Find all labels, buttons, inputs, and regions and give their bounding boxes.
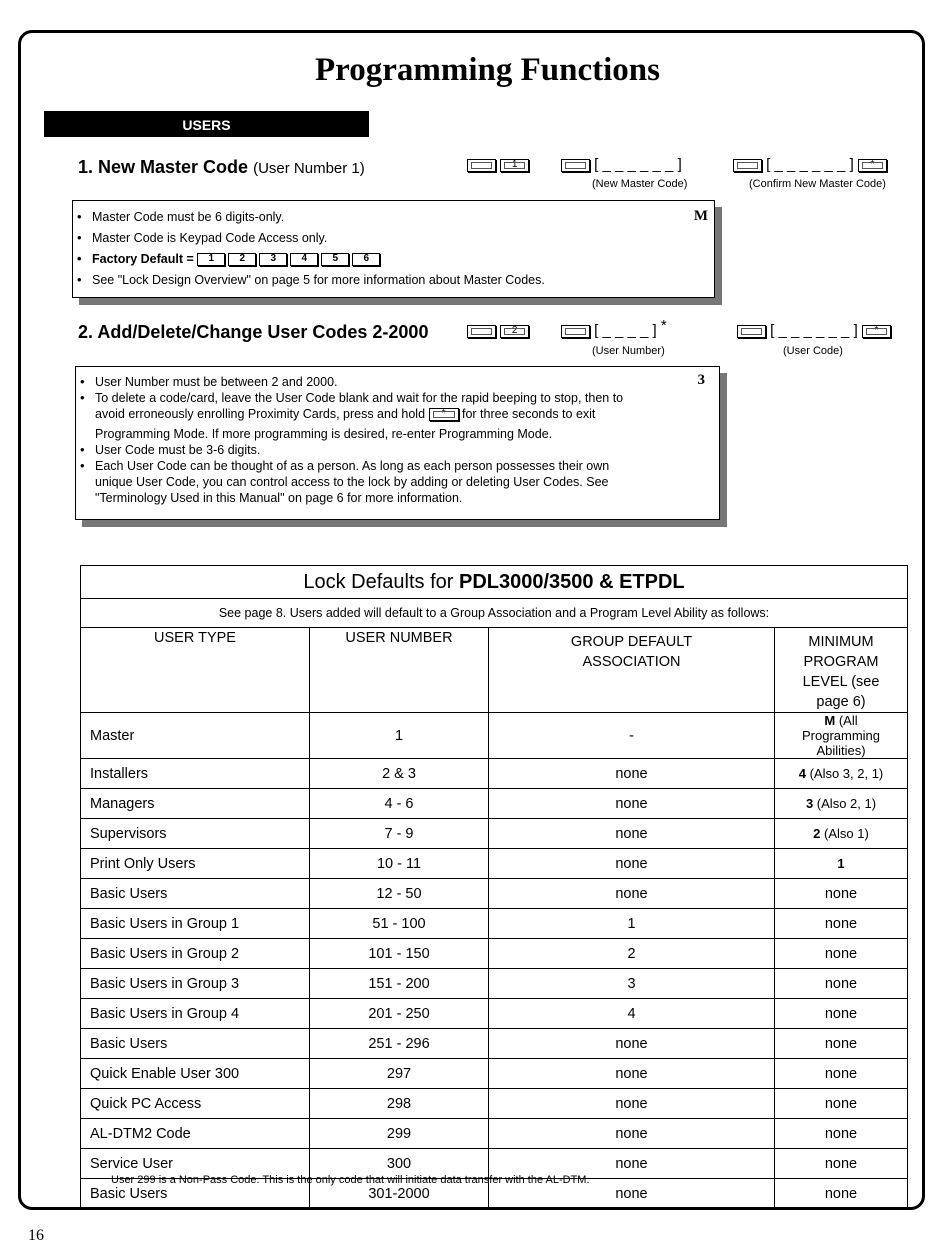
program-level-value: 1 <box>837 856 845 871</box>
delete-instruction-text-3: Programming Mode. If more programming is desired, re-enter Programming Mode. <box>95 427 553 441</box>
table-row <box>81 759 908 789</box>
section-2-key-sequence-b <box>561 317 667 339</box>
program-level-note: (Also 1) <box>820 826 869 841</box>
list-item: • Each User Code can be thought of as a person. As long as each person possesses their own unique User Code, you can control access to the lock by adding or deleting User Codes. See "Terminology Used in this Manual" on page 6 for more information. <box>76 458 649 506</box>
program-key-icon <box>467 325 496 338</box>
digit-key: 1 <box>500 159 529 172</box>
program-key-icon <box>561 159 590 172</box>
page-title: Programming Functions <box>315 52 660 88</box>
program-level-value: 2 <box>813 826 821 841</box>
section-1-key-sequence-a <box>467 156 529 173</box>
table-row <box>81 1119 908 1149</box>
program-level-cell <box>775 1059 908 1089</box>
page-number: 16 <box>28 1227 44 1244</box>
table-row <box>81 1029 908 1059</box>
confirm-master-code-caption: (Confirm New Master Code) <box>749 178 886 190</box>
user-type-cell: Quick Enable User 300 <box>81 1059 310 1089</box>
program-level-note: none <box>824 1155 858 1172</box>
program-level-note: (Also 2, 1) <box>813 796 877 811</box>
program-level-cell <box>775 939 908 969</box>
group-association-cell: none <box>489 759 775 789</box>
program-level-cell <box>775 909 908 939</box>
list-item: • Master Code must be 6 digits-only. <box>73 209 714 225</box>
program-level-value: 4 <box>798 766 806 781</box>
table-subtitle: See page 8. Users added will default to a Group Association and a Program Level Ability as follows: <box>81 599 908 628</box>
table-caption-model: PDL3000/3500 & ETPDL <box>458 570 685 593</box>
factory-key: 4 <box>290 253 318 266</box>
program-level-cell <box>775 1119 908 1149</box>
program-level-note: none <box>824 915 858 932</box>
user-number-cell: 1 <box>310 713 489 759</box>
program-level-cell <box>775 1179 908 1209</box>
user-number-cell: 251 - 296 <box>310 1029 489 1059</box>
list-item: • Master Code is Keypad Code Access only. <box>73 230 714 246</box>
column-header: USER TYPE <box>81 628 310 713</box>
group-association-cell: none <box>489 1119 775 1149</box>
program-level-note: none <box>824 945 858 962</box>
table-row <box>81 819 908 849</box>
section-2-info-box <box>75 366 720 520</box>
group-association-cell: - <box>489 713 775 759</box>
user-number-cell: 301-2000 <box>310 1179 489 1209</box>
user-type-cell: Quick PC Access <box>81 1089 310 1119</box>
factory-key: 1 <box>197 253 225 266</box>
group-association-cell: none <box>489 1179 775 1209</box>
user-type-cell: Basic Users in Group 1 <box>81 909 310 939</box>
program-level-cell <box>775 1089 908 1119</box>
program-level-note: none <box>824 885 858 902</box>
user-number-cell: 4 - 6 <box>310 789 489 819</box>
user-number-cell: 2 & 3 <box>310 759 489 789</box>
program-level-cell <box>775 789 908 819</box>
program-key-icon <box>737 325 766 338</box>
user-number-blank: [ _ _ _ _ ] <box>594 322 657 339</box>
user-number-cell: 10 - 11 <box>310 849 489 879</box>
factory-key: 3 <box>259 253 287 266</box>
group-association-cell: 1 <box>489 909 775 939</box>
program-level-note: none <box>824 1035 858 1052</box>
column-header: MINIMUM PROGRAM LEVEL (see page 6) <box>775 628 908 713</box>
table-row <box>81 969 908 999</box>
user-number-cell: 300 <box>310 1149 489 1179</box>
table-row <box>81 939 908 969</box>
user-number-cell: 299 <box>310 1119 489 1149</box>
program-level-cell <box>775 969 908 999</box>
group-association-cell: none <box>489 1149 775 1179</box>
programming-level-badge: 3 <box>697 372 705 388</box>
user-type-cell: Basic Users <box>81 1029 310 1059</box>
user-number-cell: 151 - 200 <box>310 969 489 999</box>
list-item: • User Number must be between 2 and 2000. <box>76 374 649 390</box>
program-key-icon <box>733 159 762 172</box>
new-master-code-caption: (New Master Code) <box>592 178 688 190</box>
delete-instruction-text-2: for three seconds to exit <box>462 407 596 421</box>
table-body <box>81 713 908 1209</box>
user-type-cell: Managers <box>81 789 310 819</box>
program-level-value: M <box>824 713 836 728</box>
table-row <box>81 909 908 939</box>
user-type-cell: Basic Users in Group 2 <box>81 939 310 969</box>
table-caption <box>81 566 908 599</box>
table-row <box>81 789 908 819</box>
section-1-subtitle: (User Number 1) <box>253 160 365 177</box>
list-item: • User Code must be 3-6 digits. <box>76 442 649 458</box>
user-code-blank: [ _ _ _ _ _ _ ] <box>770 322 858 339</box>
asterisk-mark: * <box>660 317 667 334</box>
column-header: USER NUMBER <box>310 628 489 713</box>
star-key: * <box>858 159 887 172</box>
user-number-cell: 297 <box>310 1059 489 1089</box>
factory-key: 2 <box>228 253 256 266</box>
group-association-cell: none <box>489 849 775 879</box>
factory-key: 6 <box>352 253 380 266</box>
section-1-key-sequence-c <box>733 156 887 173</box>
program-level-note: (All Programming Abilities) <box>801 713 881 758</box>
section-2-key-sequence-c <box>737 322 891 339</box>
user-type-cell: Basic Users <box>81 879 310 909</box>
group-association-cell: none <box>489 1029 775 1059</box>
digit-key: 2 <box>500 325 529 338</box>
user-number-cell: 12 - 50 <box>310 879 489 909</box>
program-level-cell <box>775 1149 908 1179</box>
program-level-cell <box>775 879 908 909</box>
program-level-value: 3 <box>805 796 814 811</box>
new-master-code-blank: [ _ _ _ _ _ _ ] <box>594 156 682 173</box>
group-association-cell: none <box>489 789 775 819</box>
column-header: GROUP DEFAULT ASSOCIATION <box>489 628 775 713</box>
user-type-cell: AL-DTM2 Code <box>81 1119 310 1149</box>
section-bar: USERS <box>44 111 369 137</box>
confirm-master-code-blank: [ _ _ _ _ _ _ ] <box>766 156 854 173</box>
program-level-note: none <box>824 1125 858 1142</box>
user-type-cell: Basic Users <box>81 1179 310 1209</box>
program-level-cell <box>775 759 908 789</box>
section-1-title: 1. New Master Code <box>78 157 249 177</box>
user-code-caption: (User Code) <box>783 345 843 357</box>
table-row <box>81 713 908 759</box>
program-level-cell <box>775 819 908 849</box>
user-number-cell: 201 - 250 <box>310 999 489 1029</box>
list-item <box>76 390 649 442</box>
lock-defaults-table <box>80 565 908 1209</box>
table-row <box>81 1089 908 1119</box>
user-type-cell: Master <box>81 713 310 759</box>
factory-default-item <box>73 251 714 267</box>
footnote: User 299 is a Non-Pass Code. This is the only code that will initiate data transfer with the AL-DTM. <box>111 1174 590 1186</box>
program-key-icon <box>561 325 590 338</box>
group-association-cell: none <box>489 819 775 849</box>
program-level-note: none <box>824 1065 858 1082</box>
user-number-cell: 101 - 150 <box>310 939 489 969</box>
group-association-cell: 4 <box>489 999 775 1029</box>
section-1-heading <box>78 157 365 178</box>
table-row <box>81 999 908 1029</box>
group-association-cell: none <box>489 879 775 909</box>
section-1-info-box <box>72 200 715 298</box>
factory-default-label: Factory Default = <box>92 252 194 266</box>
program-level-cell <box>775 713 908 759</box>
user-type-cell: Print Only Users <box>81 849 310 879</box>
section-2-key-sequence-a <box>467 322 529 339</box>
table-row <box>81 1059 908 1089</box>
star-key: * <box>862 325 891 338</box>
program-key-icon <box>467 159 496 172</box>
table-row <box>81 879 908 909</box>
star-key: * <box>429 408 459 421</box>
user-type-cell: Basic Users in Group 4 <box>81 999 310 1029</box>
program-level-cell <box>775 1029 908 1059</box>
section-1-key-sequence-b <box>561 156 682 173</box>
program-level-note: none <box>824 1185 858 1202</box>
user-number-caption: (User Number) <box>592 345 665 357</box>
user-type-cell: Installers <box>81 759 310 789</box>
user-type-cell: Supervisors <box>81 819 310 849</box>
table-caption-text: Lock Defaults for <box>303 570 459 593</box>
programming-level-badge: M <box>693 208 708 224</box>
section-2-heading: 2. Add/Delete/Change User Codes 2-2000 <box>78 322 429 342</box>
user-type-cell: Basic Users in Group 3 <box>81 969 310 999</box>
factory-key: 5 <box>321 253 349 266</box>
user-type-cell: Service User <box>81 1149 310 1179</box>
program-level-cell <box>775 849 908 879</box>
table-header-row <box>81 628 908 713</box>
program-level-note: none <box>824 1005 858 1022</box>
table-row <box>81 849 908 879</box>
user-number-cell: 7 - 9 <box>310 819 489 849</box>
group-association-cell: none <box>489 1089 775 1119</box>
program-level-note: none <box>824 975 858 992</box>
list-item: • See "Lock Design Overview" on page 5 for more information about Master Codes. <box>73 272 714 288</box>
program-level-cell <box>775 999 908 1029</box>
user-number-cell: 298 <box>310 1089 489 1119</box>
group-association-cell: none <box>489 1059 775 1089</box>
group-association-cell: 3 <box>489 969 775 999</box>
program-level-note: (Also 3, 2, 1) <box>805 766 884 781</box>
program-level-note: none <box>824 1095 858 1112</box>
delete-instruction-text: To delete a code/card, leave the User Code blank and wait for the rapid beeping to stop, then to avoid erroneously enrolling Proximity Cards, press and hold <box>95 391 624 421</box>
user-number-cell: 51 - 100 <box>310 909 489 939</box>
group-association-cell: 2 <box>489 939 775 969</box>
